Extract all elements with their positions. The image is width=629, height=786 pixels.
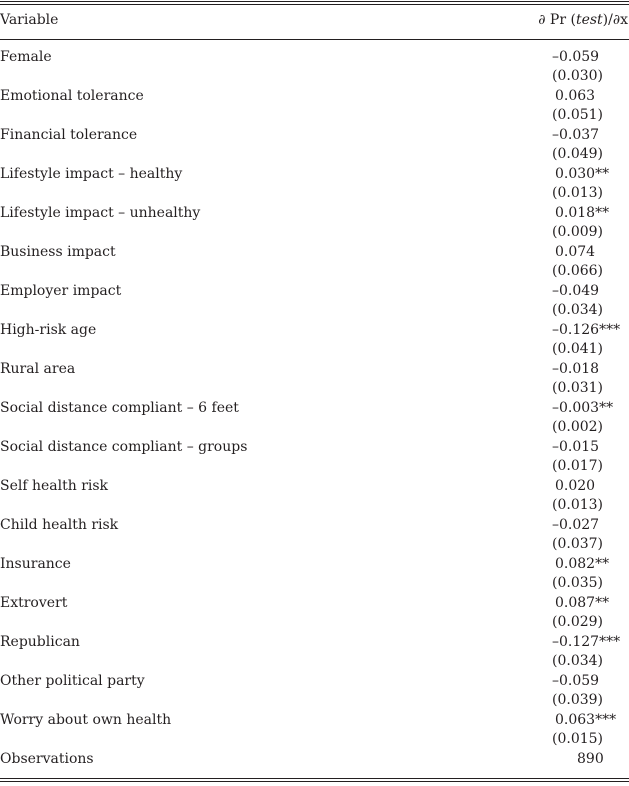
row-standard-error: (0.051) xyxy=(552,107,604,123)
row-standard-error: (0.035) xyxy=(552,575,604,591)
row-label: Lifestyle impact – unhealthy xyxy=(0,205,201,221)
row-coefficient: 0.063*** xyxy=(555,712,617,728)
table-row xyxy=(0,710,629,749)
table-row xyxy=(0,476,629,515)
table-row xyxy=(0,554,629,593)
top-rule-outer xyxy=(0,1,629,2)
observations-label: Observations xyxy=(0,751,94,767)
row-standard-error: (0.017) xyxy=(552,458,604,474)
table-row xyxy=(0,86,629,125)
row-standard-error: (0.041) xyxy=(552,341,604,357)
row-coefficient: 0.082** xyxy=(555,556,610,572)
row-coefficient: 0.030** xyxy=(555,166,610,182)
row-coefficient: 0.087** xyxy=(555,595,610,611)
row-label: High-risk age xyxy=(0,322,97,338)
table-row xyxy=(0,593,629,632)
row-standard-error: (0.013) xyxy=(552,497,604,513)
table-row xyxy=(0,164,629,203)
row-coefficient: –0.126*** xyxy=(552,322,621,338)
row-coefficient: 0.063 xyxy=(555,88,596,104)
row-standard-error: (0.029) xyxy=(552,614,604,630)
observations-value: 890 xyxy=(577,751,604,767)
row-coefficient: –0.037 xyxy=(552,127,600,143)
row-standard-error: (0.013) xyxy=(552,185,604,201)
table-row xyxy=(0,47,629,86)
row-standard-error: (0.039) xyxy=(552,692,604,708)
row-coefficient: 0.074 xyxy=(555,244,596,260)
table-row xyxy=(0,359,629,398)
row-label: Emotional tolerance xyxy=(0,88,144,104)
row-coefficient: –0.027 xyxy=(552,517,600,533)
table-row xyxy=(0,671,629,710)
row-label: Self health risk xyxy=(0,478,109,494)
row-standard-error: (0.031) xyxy=(552,380,604,396)
table-row xyxy=(0,281,629,320)
row-standard-error: (0.066) xyxy=(552,263,604,279)
row-standard-error: (0.034) xyxy=(552,302,604,318)
row-label: Child health risk xyxy=(0,517,119,533)
row-label: Worry about own health xyxy=(0,712,172,728)
row-coefficient: –0.003** xyxy=(552,400,614,416)
row-coefficient: –0.049 xyxy=(552,283,600,299)
row-label: Rural area xyxy=(0,361,76,377)
row-coefficient: –0.059 xyxy=(552,49,600,65)
row-coefficient: –0.127*** xyxy=(552,634,621,650)
row-standard-error: (0.002) xyxy=(552,419,604,435)
row-label: Financial tolerance xyxy=(0,127,138,143)
table-row xyxy=(0,203,629,242)
table-row xyxy=(0,632,629,671)
row-label: Lifestyle impact – healthy xyxy=(0,166,183,182)
table-row xyxy=(0,242,629,281)
row-coefficient: –0.015 xyxy=(552,439,600,455)
row-label: Social distance compliant – groups xyxy=(0,439,248,455)
bottom-rule-inner xyxy=(0,778,629,779)
row-label: Business impact xyxy=(0,244,116,260)
row-label: Insurance xyxy=(0,556,71,572)
table-row xyxy=(0,515,629,554)
row-standard-error: (0.034) xyxy=(552,653,604,669)
row-standard-error: (0.037) xyxy=(552,536,604,552)
table-body xyxy=(0,47,629,749)
row-standard-error: (0.009) xyxy=(552,224,604,240)
row-coefficient: 0.018** xyxy=(555,205,610,221)
row-label: Female xyxy=(0,49,52,65)
header-rule xyxy=(0,39,629,40)
table-row xyxy=(0,320,629,359)
row-standard-error: (0.015) xyxy=(552,731,604,747)
row-label: Republican xyxy=(0,634,80,650)
row-label: Employer impact xyxy=(0,283,122,299)
top-rule-inner xyxy=(0,4,629,5)
table-row xyxy=(0,125,629,164)
row-standard-error: (0.030) xyxy=(552,68,604,84)
row-label: Other political party xyxy=(0,673,145,689)
table-row xyxy=(0,437,629,476)
row-coefficient: –0.018 xyxy=(552,361,600,377)
row-standard-error: (0.049) xyxy=(552,146,604,162)
marginal-effect-column-header: ∂ Pr (test)/∂x xyxy=(538,12,628,28)
bottom-rule-outer xyxy=(0,781,629,782)
variable-column-header: Variable xyxy=(0,12,59,28)
table-header xyxy=(0,9,629,31)
observations-row xyxy=(0,749,629,769)
row-label: Social distance compliant – 6 feet xyxy=(0,400,239,416)
table-row xyxy=(0,398,629,437)
row-label: Extrovert xyxy=(0,595,68,611)
row-coefficient: –0.059 xyxy=(552,673,600,689)
row-coefficient: 0.020 xyxy=(555,478,596,494)
